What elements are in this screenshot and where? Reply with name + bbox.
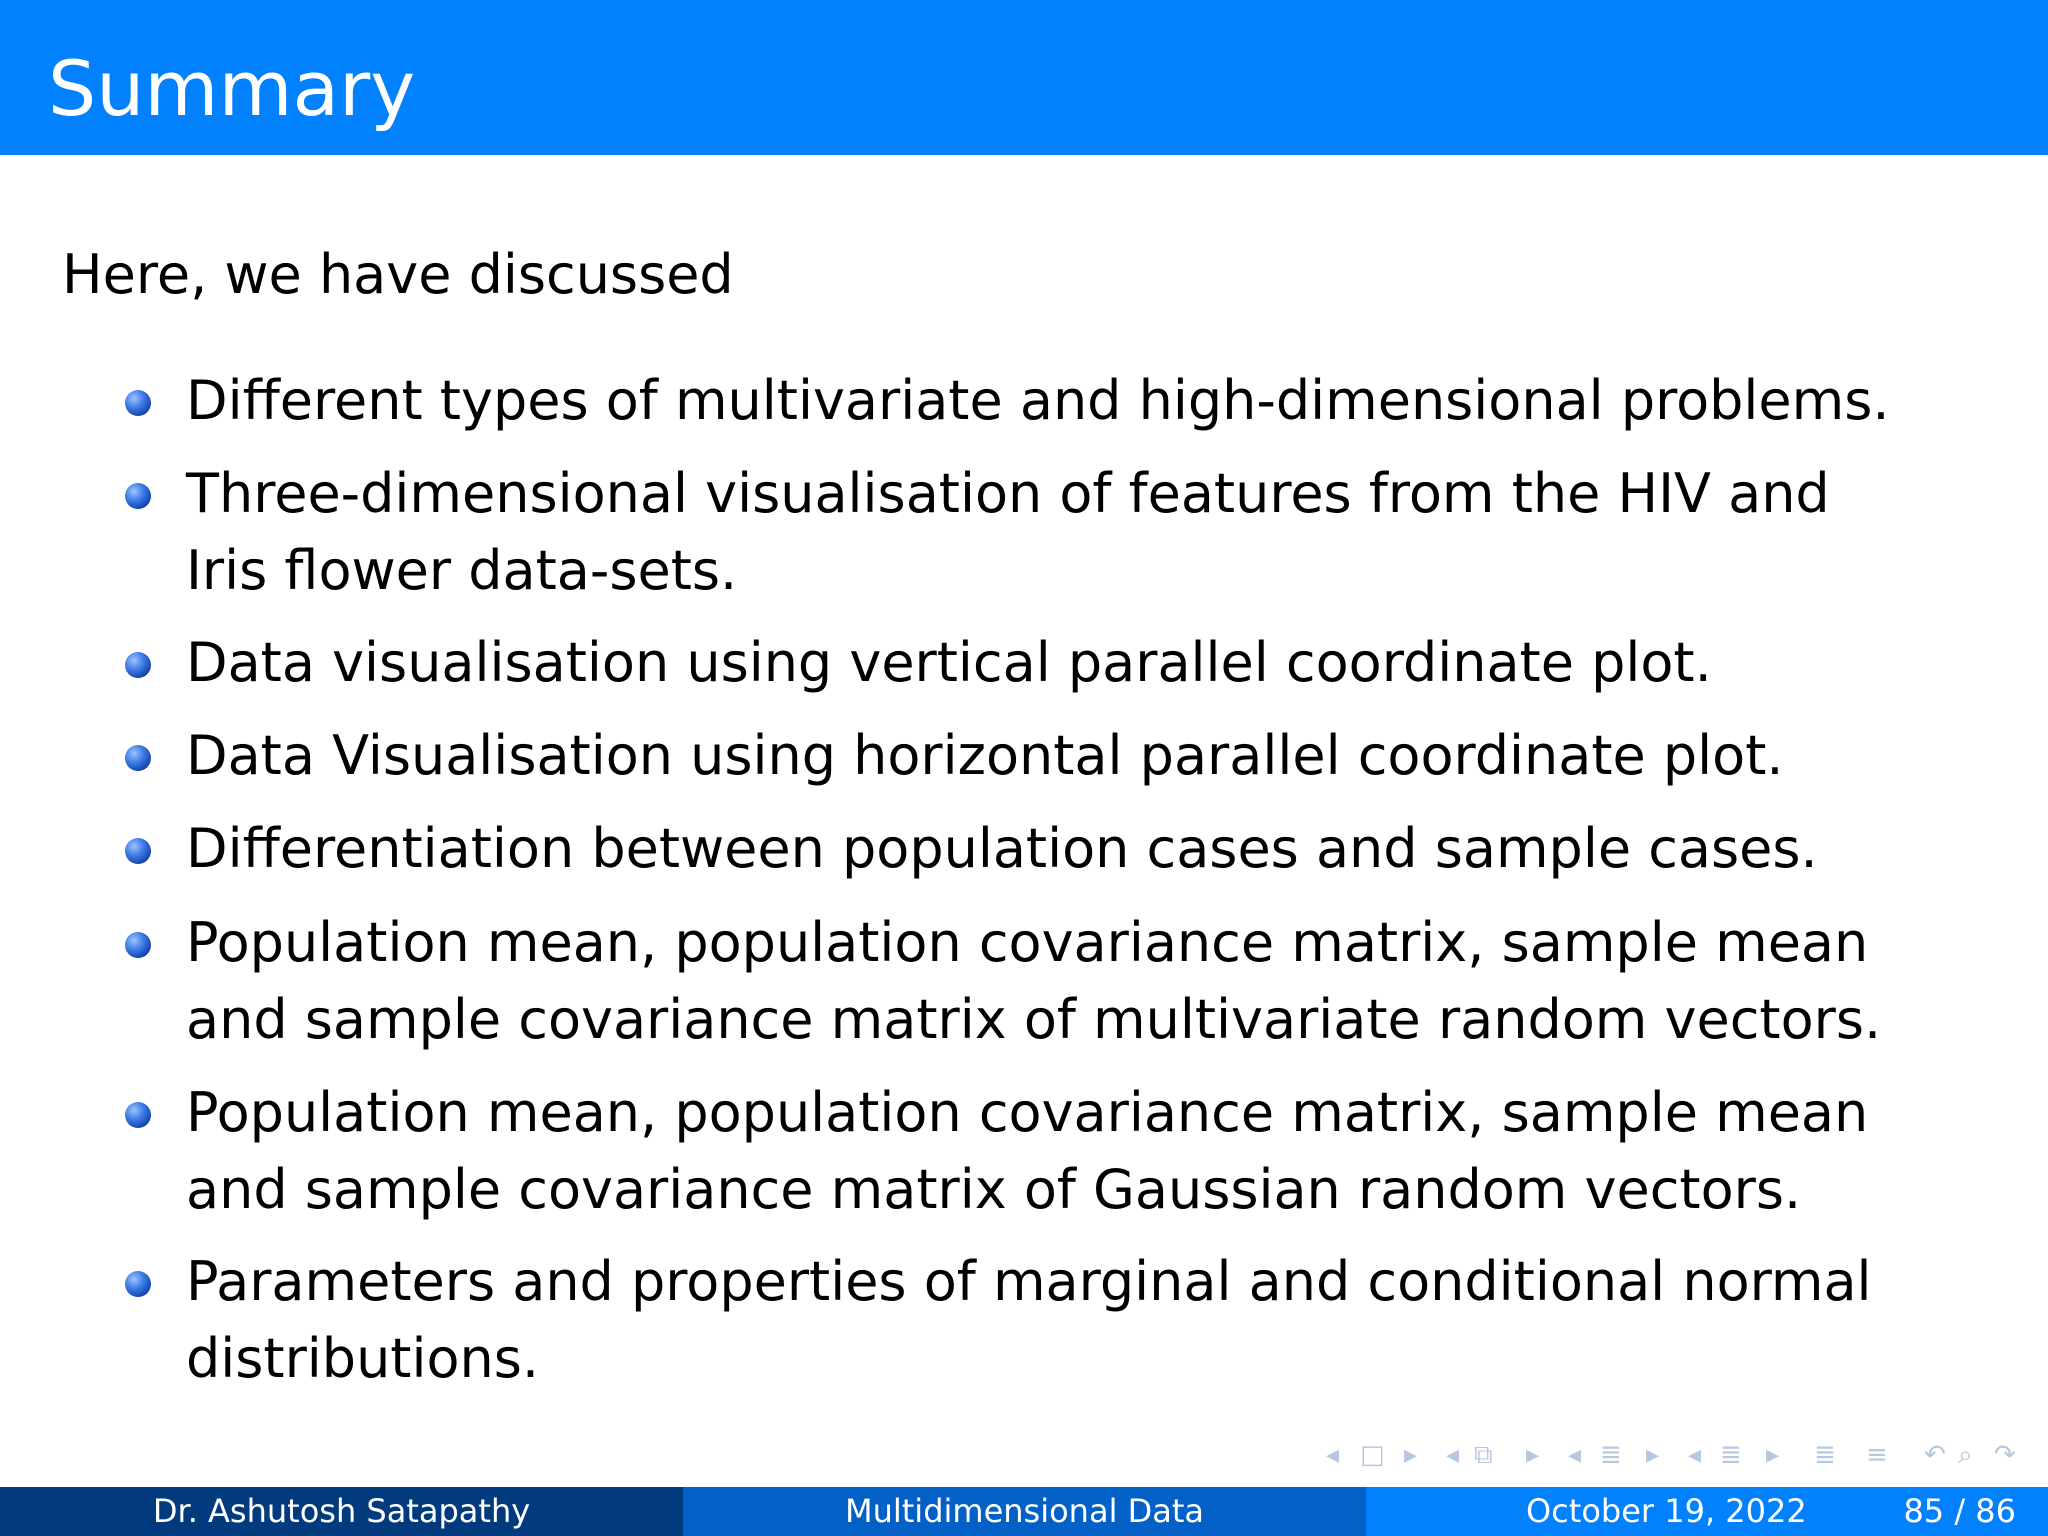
bullet-icon [125,1271,151,1297]
nav-frame-icon[interactable]: ⧉ [1474,1440,1493,1470]
slide-title: Summary [48,44,416,133]
nav-next-slide-icon[interactable]: ▸ [1404,1440,1418,1470]
nav-prev-subsection-icon[interactable]: ◂ [1568,1440,1582,1470]
footer-author: Dr. Ashutosh Satapathy [0,1487,683,1536]
nav-subsection-icon[interactable]: ≣ [1600,1440,1622,1470]
nav-undo-icon[interactable]: ↶ [1924,1440,1946,1470]
bullet-item [186,1243,1926,1397]
navigation-bar [0,1440,2048,1470]
bullet-item [186,362,1926,439]
bullet-icon [125,483,151,509]
bullet-icon [125,1102,151,1128]
footer-date-section [1366,1487,2048,1536]
bullet-item [186,904,1926,1058]
bullet-item [186,624,1926,701]
bullet-text: Population mean, population covariance matrix, sample mean and sample covariance matrix of Gaussian random vectors. [186,1081,1869,1221]
intro-text: Here, we have discussed [62,243,734,306]
bullet-text: Parameters and properties of marginal and conditional normal distributions. [186,1250,1872,1390]
bullet-text: Different types of multivariate and high-dimensional problems. [186,369,1890,432]
bullet-text: Differentiation between population cases and sample cases. [186,817,1818,880]
footer-date: October 19, 2022 [1526,1492,1807,1530]
nav-next-frame-icon[interactable]: ▸ [1526,1440,1540,1470]
bullet-icon [125,838,151,864]
bullet-icon [125,932,151,958]
footer [0,1487,2048,1536]
nav-prev-section-icon[interactable]: ◂ [1688,1440,1702,1470]
bullet-icon [125,652,151,678]
nav-prev-frame-icon[interactable]: ◂ [1446,1440,1460,1470]
nav-search-icon[interactable]: ⌕ [1958,1440,1973,1470]
nav-next-section-icon[interactable]: ▸ [1766,1440,1780,1470]
nav-prev-slide-icon[interactable]: ◂ [1326,1440,1340,1470]
bullet-icon [125,745,151,771]
nav-next-subsection-icon[interactable]: ▸ [1646,1440,1660,1470]
footer-talk-title: Multidimensional Data [683,1487,1366,1536]
footer-page-number: 85 / 86 [1903,1492,2016,1530]
bullet-text: Three-dimensional visualisation of features from the HIV and Iris flower data-sets. [186,462,1830,602]
nav-toc-icon[interactable]: ≣ [1814,1440,1836,1470]
nav-slide-icon[interactable]: □ [1360,1440,1385,1470]
bullet-item [186,717,1926,794]
nav-section-icon[interactable]: ≣ [1720,1440,1742,1470]
bullet-text: Data visualisation using vertical parallel coordinate plot. [186,631,1712,694]
nav-redo-icon[interactable]: ↷ [1994,1440,2016,1470]
bullet-item [186,455,1926,609]
bullet-item [186,1074,1926,1228]
bullet-text: Population mean, population covariance matrix, sample mean and sample covariance matrix of multivariate random vectors. [186,911,1882,1051]
bullet-item [186,810,1926,887]
bullet-text: Data Visualisation using horizontal parallel coordinate plot. [186,724,1784,787]
nav-align-icon[interactable]: ≡ [1866,1440,1888,1470]
bullet-icon [125,390,151,416]
